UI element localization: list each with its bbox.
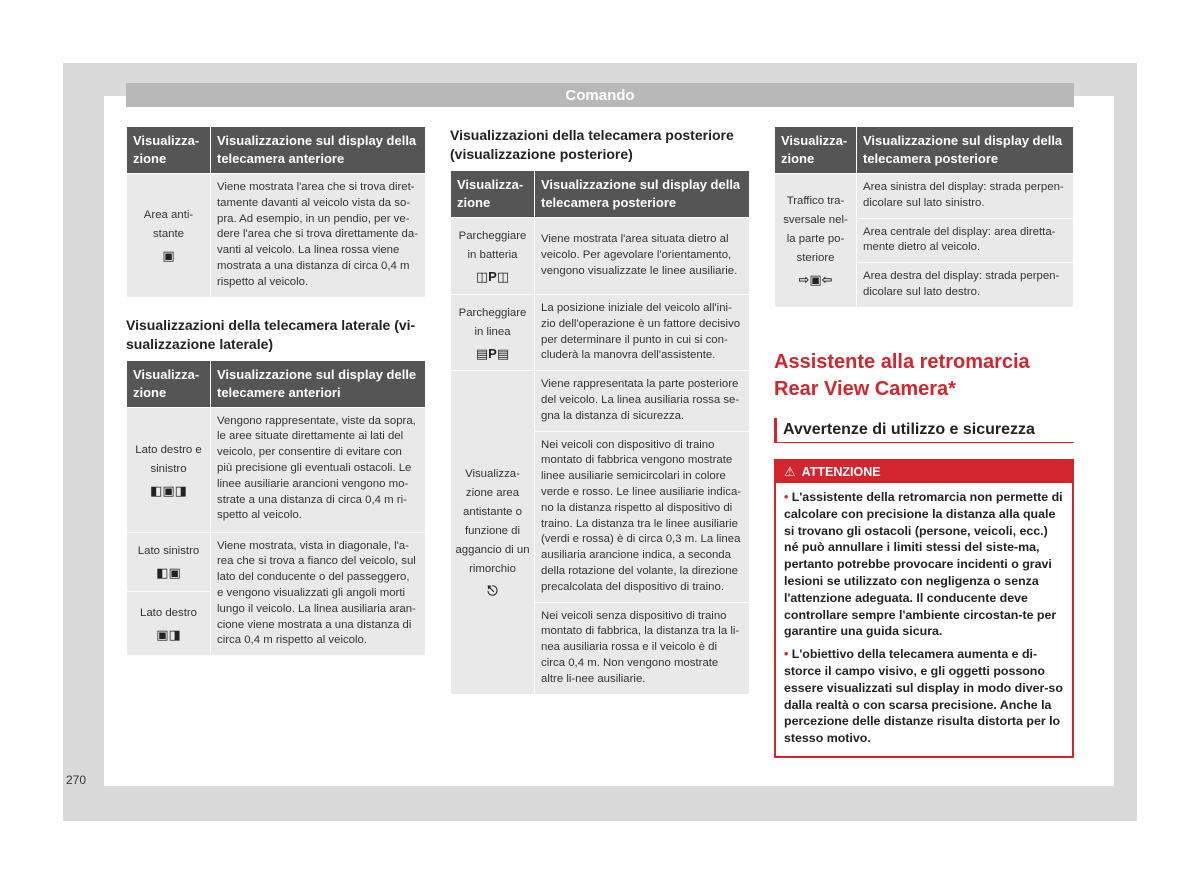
row-label-cell [127, 592, 211, 656]
warning-header [776, 461, 1072, 483]
table-row [775, 174, 1074, 219]
table-row [451, 218, 750, 295]
table-header-display: Visualizzazione sul display delle telecamere anteriori [211, 360, 426, 407]
section-heading: Assistente alla retromarcia Rear View Camera* [774, 351, 1030, 400]
warning-body [776, 483, 1072, 747]
warning-bullet-text: L'obiettivo della telecamera aumenta e di-storce il campo visivo, e gli oggetti possono essere visualizzati sul display in modo diver-so dalla realtà o con scarsa precisione. Anche la percezione delle distanze risulta distorta per lo stesso motivo. [784, 647, 1063, 746]
row-label: Lato destro [140, 607, 197, 620]
side-camera-table [126, 360, 426, 657]
row-label: Area anti-stante [143, 209, 194, 241]
row-label: Parcheggiare in linea [458, 306, 527, 338]
warning-bullet-text: L'assistente della retromarcia non permette di calcolare con precisione la distanza alla quale si trovano gli ostacoli (persone, veicoli, ecc.) né può annullare i limiti stessi del siste-ma, pertanto potrebbe provocare incidenti o gravi lesioni se utilizzato con negligenza o senza l'attenzione adeguata. Il conducente deve controllare sempre l'ambiente circostan-te per garantire una guida sicura. [784, 490, 1063, 639]
row-text: La posizione iniziale del veicolo all'ini-zio dell'operazione è un fattore decisivo per determinare il punto in cui si con-cluderà la manovra dell'assistente. [535, 295, 750, 371]
side-camera-section-title: Visualizzazioni della telecamera laterale (vi-sualizzazione laterale) [126, 316, 416, 352]
table-row [127, 174, 426, 298]
row-text: Viene mostrata l'area situata dietro al veicolo. Per agevolare l'orientamento, vengono visualizzate le linee ausiliarie. [535, 218, 750, 295]
cross-traffic-icon: ⇨▣⇦ [798, 272, 833, 288]
row-label: Traffico tra-sversale nel-la parte po-steriore [783, 195, 848, 265]
row-text: Nei veicoli con dispositivo di traino montato di fabbrica vengono mostrate linee ausiliarie semicircolari in colore verde e rosso. Le linee ausiliarie indica-no la distanza rispetto al dispositivo di traino. La distanza tra le linee ausiliarie (verdi e rossa) è di circa 0,3 m. La linea ausiliaria arancione indica, a seconda della rotazione del volante, la direzione precalcolata del dispositivo di traino. [535, 431, 750, 602]
row-text: Area centrale del display: area diretta-mente dietro al veicolo. [857, 218, 1074, 263]
cross-traffic-table [774, 126, 1074, 308]
table-row [127, 532, 426, 592]
row-text: Viene rappresentata la parte posteriore del veicolo. La linea ausiliaria rossa se-gna la distanza di sicurezza. [535, 371, 750, 431]
table-header-view: Visualizza-zione [775, 127, 857, 174]
right-side-icon: ▣◨ [156, 627, 181, 643]
row-label: Lato destro e sinistro [135, 443, 202, 475]
left-side-icon: ◧▣ [156, 565, 181, 581]
table-row [127, 407, 426, 532]
table-row [451, 371, 750, 431]
row-text: Area destra del display: strada perpen-dicolare sul lato destro. [857, 263, 1074, 308]
park-bay-icon: ◫P◫ [475, 269, 510, 284]
row-label-cell [127, 174, 211, 298]
row-text: Vengono rappresentate, viste da sopra, le aree situate direttamente ai lati del veicolo, per consentire di evitare con più precisione gli eventuali ostacoli. Le linee ausiliarie arancioni vengono mo-strate a una distanza di circa 0,4 m ri-spetto al veicolo. [211, 407, 426, 532]
table-row [451, 295, 750, 371]
warning-triangle-icon: ⚠ [784, 464, 796, 479]
both-sides-icon: ◧▣◨ [150, 482, 187, 498]
row-label-cell [451, 371, 535, 694]
table-header-view: Visualizza-zione [451, 171, 535, 218]
row-text: Nei veicoli senza dispositivo di traino montato di fabbrica, la distanza tra la li-nea ausiliaria rossa e il veicolo è di circa 0,4 m. Non vengono mostrate altre li-nee ausiliarie. [535, 602, 750, 694]
column-1 [126, 126, 426, 656]
park-line-icon: ▤P▤ [475, 345, 510, 361]
rear-camera-table [450, 170, 750, 695]
chapter-header: Comando [126, 83, 1074, 107]
column-3 [774, 126, 1074, 308]
row-label-cell [451, 295, 535, 371]
warning-box [774, 459, 1074, 758]
row-label: Parcheggiare in batteria [458, 230, 527, 261]
row-label-cell [127, 532, 211, 592]
front-camera-icon: ▣ [162, 248, 175, 264]
rear-camera-section-title: Visualizzazioni della telecamera posteriore (visualizzazione posteriore) [450, 127, 734, 162]
column-2 [450, 126, 750, 695]
subsection-heading: Avvertenze di utilizzo e sicurezza [774, 418, 1074, 443]
row-text: Area sinistra del display: strada perpen-dicolare sul lato sinistro. [857, 174, 1074, 219]
row-label: Lato sinistro [137, 545, 200, 558]
table-header-display: Visualizzazione sul display della telecamera posteriore [857, 127, 1074, 174]
table-header-view: Visualizza-zione [127, 127, 211, 174]
table-header-display: Visualizzazione sul display della telecamera anteriore [211, 127, 426, 174]
row-text: Viene mostrata, vista in diagonale, l'a-rea che si trova a fianco del veicolo, sul lato del conducente o del passeggero, e vengono visualizzati gli angoli morti lungo il veicolo. La linea ausiliaria aran-cione viene mostrata a una distanza di circa 0,4 m rispetto al veicolo. [211, 532, 426, 656]
front-camera-table [126, 126, 426, 298]
warning-label: ATTENZIONE [801, 465, 881, 479]
trailer-hitch-icon: ⎋ [487, 583, 498, 599]
warning-bullet: • L'obiettivo della telecamera aumenta e di-storce il campo visivo, e gli oggetti possono essere visualizzati sul display in modo diver-so dalla realtà o con scarsa precisione. Anche la percezione delle distanze risulta distorta per lo stesso motivo. [784, 647, 1063, 746]
row-label-cell [127, 407, 211, 532]
row-label: Visualizza-zione area antistante o funzione di aggancio di un rimorchio [455, 468, 530, 576]
page-number: 270 [66, 773, 87, 787]
table-header-display: Visualizzazione sul display della telecamera posteriore [535, 171, 750, 218]
row-text: Viene mostrata l'area che si trova diret-tamente davanti al veicolo vista da so-pra. Ad esempio, in un pendio, per ve-dere l'area che si trova direttamente da-vanti al veicolo. La linea rossa viene mostrata a una distanza di circa 0,4 m rispetto al veicolo. [211, 174, 426, 298]
warning-bullet: • L'assistente della retromarcia non permette di calcolare con precisione la distanza alla quale si trovano gli ostacoli (persone, veicoli, ecc.) né può annullare i limiti stessi del siste-ma, pertanto potrebbe provocare incidenti o gravi lesioni se utilizzato con negligenza o senza l'attenzione adeguata. Il conducente deve controllare sempre l'ambiente circostan-te per garantire una guida sicura. [784, 490, 1063, 639]
row-label-cell [451, 218, 535, 295]
row-label-cell [775, 174, 857, 308]
table-header-view: Visualizza-zione [127, 360, 211, 407]
